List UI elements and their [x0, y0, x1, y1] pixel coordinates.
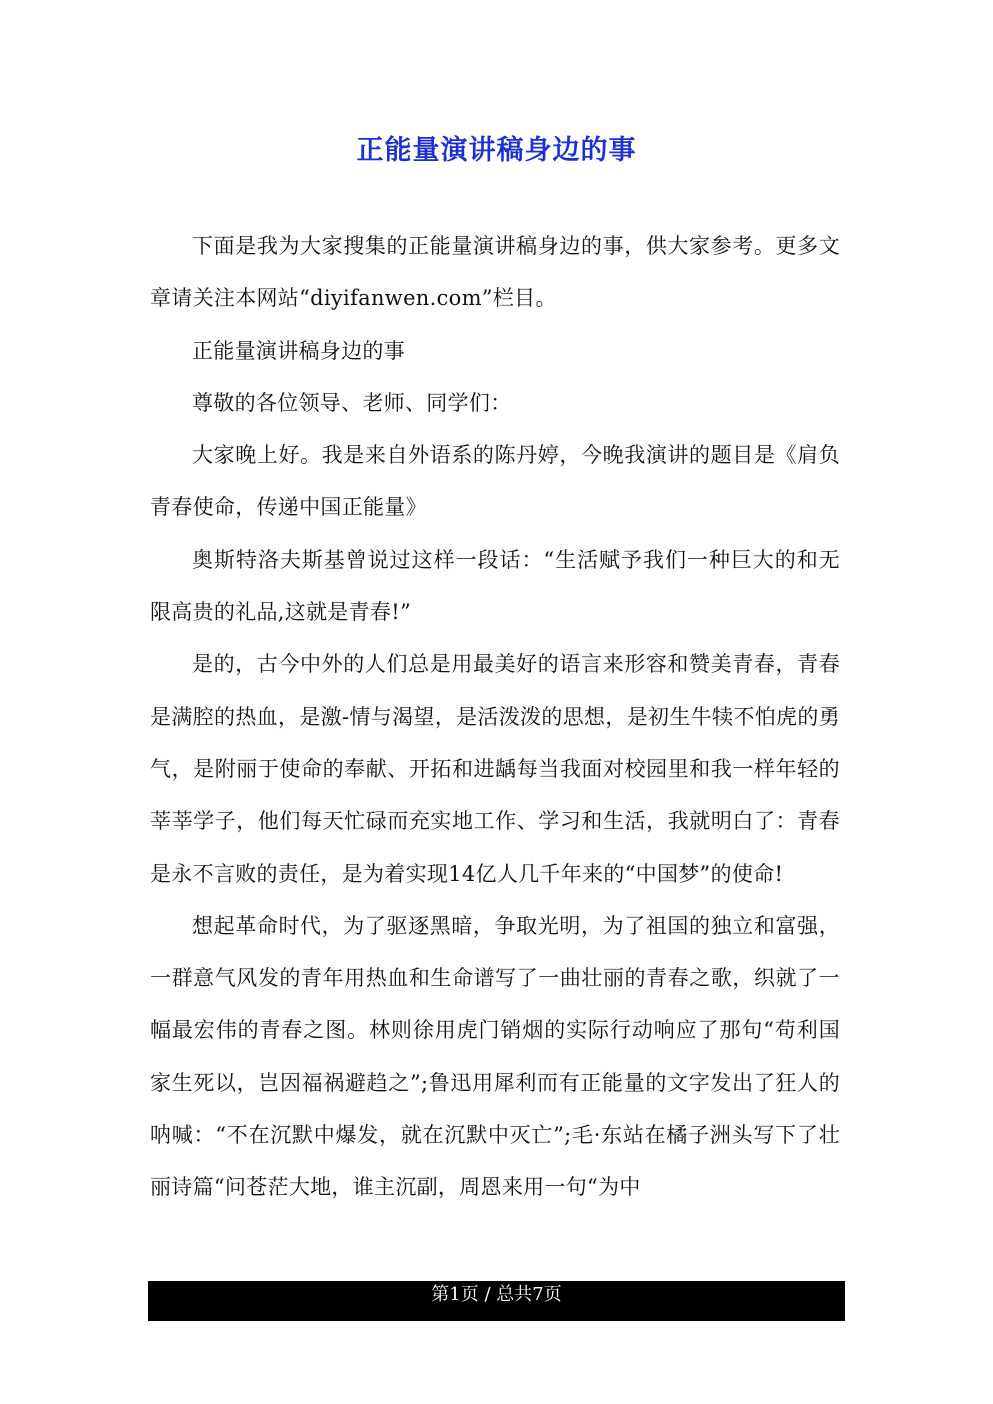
- paragraph-salutation: 尊敬的各位领导、老师、同学们：: [192, 390, 512, 415]
- page-footer: [148, 1281, 845, 1321]
- page-number-label: 第1页 / 总共7页: [431, 1284, 562, 1305]
- document-title: 正能量演讲稿身边的事: [356, 135, 637, 166]
- paragraph-quote: 奥斯特洛夫斯基曾说过这样一段话：“生活赋予我们一种巨大的和无限高贵的礼品,这就是青春!”: [150, 547, 840, 625]
- document-body: [150, 220, 840, 1214]
- paragraph-heading: 正能量演讲稿身边的事: [192, 338, 405, 363]
- paragraph-intro: 下面是我为大家搜集的正能量演讲稿身边的事，供大家参考。更多文章请关注本网站“diyifanwen.com”栏目。: [150, 234, 840, 311]
- paragraph-greeting: 大家晚上好。我是来自外语系的陈丹婷，今晚我演讲的题目是《肩负青春使命，传递中国正能量》: [150, 443, 840, 520]
- paragraph-revolution: 想起革命时代，为了驱逐黑暗，争取光明，为了祖国的独立和富强，一群意气风发的青年用热血和生命谱写了一曲壮丽的青春之歌，织就了一幅最宏伟的青春之图。林则徐用虎门销烟的实际行动响应了那句“苟利国家生死以，岂因福祸避趋之”;鲁迅用犀利而有正能量的文字发出了狂人的呐喊：“不在沉默中爆发，就在沉默中灭亡”;毛·东站在橘子洲头写下了壮丽诗篇“问苍茫大地，谁主沉副，周恩来用一句“为中: [150, 913, 840, 1200]
- paragraph-youth: 是的，古今中外的人们总是用最美好的语言来形容和赞美青春，青春是满腔的热血，是激-情与渴望，是活泼泼的思想，是初生牛犊不怕虎的勇气，是附丽于使命的奉献、开拓和进龋每当我面对校园里和我一样年轻的莘莘学子，他们每天忙碌而充实地工作、学习和生活，我就明白了：青春是永不言败的责任，是为着实现14亿人几千年来的“中国梦”的使命!: [150, 652, 840, 886]
